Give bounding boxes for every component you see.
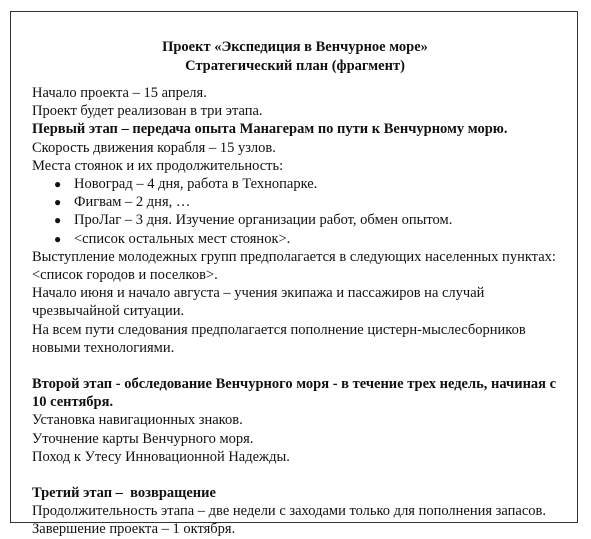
- bullet-icon: ●: [54, 213, 62, 228]
- section-spacer: [32, 466, 570, 484]
- list-item-text: Новоград – 4 дня, работа в Технопарке.: [74, 176, 318, 193]
- bullet-icon: ●: [54, 195, 62, 210]
- stage2-item: Установка навигационных знаков.: [32, 412, 243, 429]
- stops-label: Места стоянок и их продолжительность:: [32, 157, 284, 174]
- project-start-text: Начало проекта – 15 апреля.: [32, 85, 207, 101]
- document-body: [32, 84, 570, 539]
- section-spacer: [32, 357, 570, 375]
- stops-list: [32, 175, 570, 248]
- list-item-text: ПроЛаг – 3 дня. Изучение организации работ, обмен опытом.: [74, 212, 453, 229]
- project-phases-text: Проект будет реализован в три этапа.: [32, 103, 263, 120]
- document-subtitle: Стратегический план (фрагмент): [185, 58, 405, 74]
- document-frame: [10, 11, 578, 538]
- document-title: Проект «Экспедиция в Венчурное море»: [162, 39, 428, 55]
- list-item: [32, 175, 570, 193]
- bullet-icon: ●: [54, 177, 62, 192]
- ship-speed-text: Скорость движения корабля – 15 узлов.: [32, 139, 276, 156]
- list-item-text: Фигвам – 2 дня, …: [74, 194, 191, 211]
- project-end-text: Завершение проекта – 1 октября.: [32, 521, 236, 538]
- list-item: [32, 193, 570, 211]
- list-item: [32, 211, 570, 229]
- document-header: [11, 38, 579, 76]
- list-item: [32, 230, 570, 248]
- stage2-item: Уточнение карты Венчурного моря.: [32, 430, 254, 447]
- youth-groups-text: Выступление молодежных групп предполагается в следующих населенных пунктах: <список городов и поселков>.: [32, 248, 556, 284]
- tanks-text: На всем пути следования предполагается пополнение цистерн-мыслесборников новыми технологиями.: [32, 321, 526, 356]
- list-item-text: <список остальных мест стоянок>.: [74, 230, 291, 247]
- stage2-heading: Второй этап - обследование Венчурного моря - в течение трех недель, начиная с 10 сентября.: [32, 376, 557, 411]
- stage2-item: Поход к Утесу Инновационной Надежды.: [32, 448, 290, 465]
- stage1-heading: Первый этап – передача опыта Манагерам по пути к Венчурному морю.: [32, 121, 508, 138]
- stage3-heading: Третий этап – возвращение: [32, 485, 216, 502]
- stage3-duration-text: Продолжительность этапа – две недели с заходами только для пополнения запасов.: [32, 503, 546, 520]
- bullet-icon: ●: [54, 231, 62, 246]
- crew-training-text: Начало июня и начало августа – учения экипажа и пассажиров на случай чрезвычайной ситуации.: [32, 285, 485, 320]
